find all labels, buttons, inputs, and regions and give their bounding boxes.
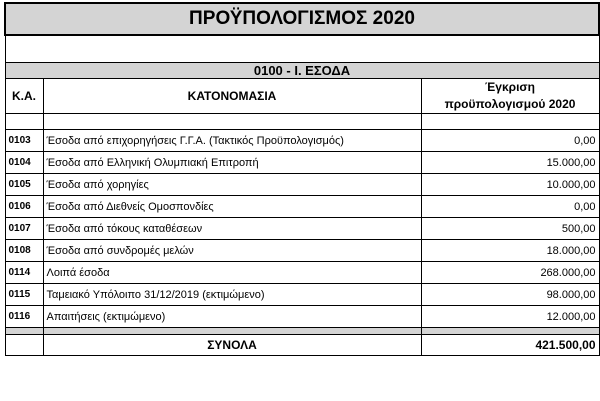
gap-cell <box>43 328 421 335</box>
table-row <box>5 218 599 240</box>
row-amount: 0,00 <box>421 130 599 152</box>
row-amount: 500,00 <box>421 218 599 240</box>
total-gap-row <box>5 328 599 335</box>
row-code: 0103 <box>5 130 43 152</box>
row-code: 0104 <box>5 152 43 174</box>
gap-cell <box>5 328 43 335</box>
header-name: ΚΑΤΟΝΟΜΑΣΙΑ <box>43 79 421 114</box>
row-code: 0116 <box>5 306 43 328</box>
row-code: 0106 <box>5 196 43 218</box>
row-name: Έσοδα από επιχορηγήσεις Γ.Γ.Α. (Τακτικός Προϋπολογισμός) <box>43 130 421 152</box>
table-row <box>5 240 599 262</box>
blank-row <box>5 35 599 63</box>
row-name: Έσοδα από χορηγίες <box>43 174 421 196</box>
row-code: 0114 <box>5 262 43 284</box>
spacer-row <box>5 114 599 130</box>
row-code: 0108 <box>5 240 43 262</box>
table-row <box>5 174 599 196</box>
row-name: Έσοδα από Διεθνείς Ομοσπονδίες <box>43 196 421 218</box>
table-row <box>5 152 599 174</box>
section-row <box>5 63 599 79</box>
header-row <box>5 79 599 114</box>
spacer-cell <box>421 114 599 130</box>
table-row <box>5 196 599 218</box>
row-name: Λοιπά έσοδα <box>43 262 421 284</box>
section-title: 0100 - Ι. ΕΣΟΔΑ <box>5 63 599 79</box>
row-code: 0105 <box>5 174 43 196</box>
row-name: Έσοδα από τόκους καταθέσεων <box>43 218 421 240</box>
row-name: Απαιτήσεις (εκτιμώμενο) <box>43 306 421 328</box>
table-row <box>5 284 599 306</box>
row-amount: 268.000,00 <box>421 262 599 284</box>
header-approval <box>421 79 599 114</box>
table-row <box>5 130 599 152</box>
total-empty-cell <box>5 335 43 356</box>
spacer-cell <box>5 114 43 130</box>
row-amount: 0,00 <box>421 196 599 218</box>
row-amount: 15.000,00 <box>421 152 599 174</box>
row-amount: 18.000,00 <box>421 240 599 262</box>
table-row <box>5 306 599 328</box>
row-amount: 10.000,00 <box>421 174 599 196</box>
row-name: Ταμειακό Υπόλοιπο 31/12/2019 (εκτιμώμενο) <box>43 284 421 306</box>
row-amount: 12.000,00 <box>421 306 599 328</box>
row-name: Έσοδα από Ελληνική Ολυμπιακή Επιτροπή <box>43 152 421 174</box>
header-code: Κ.Α. <box>5 79 43 114</box>
table-row <box>5 262 599 284</box>
row-code: 0107 <box>5 218 43 240</box>
budget-sheet <box>4 2 598 356</box>
row-code: 0115 <box>5 284 43 306</box>
gap-cell <box>421 328 599 335</box>
blank-cell <box>5 35 599 63</box>
row-name: Έσοδα από συνδρομές μελών <box>43 240 421 262</box>
header-approval-line1: Έγκριση <box>485 80 535 94</box>
title-row <box>5 3 599 35</box>
page-title: ΠΡΟΫΠΟΛΟΓΙΣΜΟΣ 2020 <box>5 3 599 35</box>
budget-table <box>4 2 600 356</box>
total-row <box>5 335 599 356</box>
spacer-cell <box>43 114 421 130</box>
header-approval-line2: προϋπολογισμού 2020 <box>444 97 576 111</box>
total-amount: 421.500,00 <box>421 335 599 356</box>
row-amount: 98.000,00 <box>421 284 599 306</box>
total-label: ΣΥΝΟΛΑ <box>43 335 421 356</box>
